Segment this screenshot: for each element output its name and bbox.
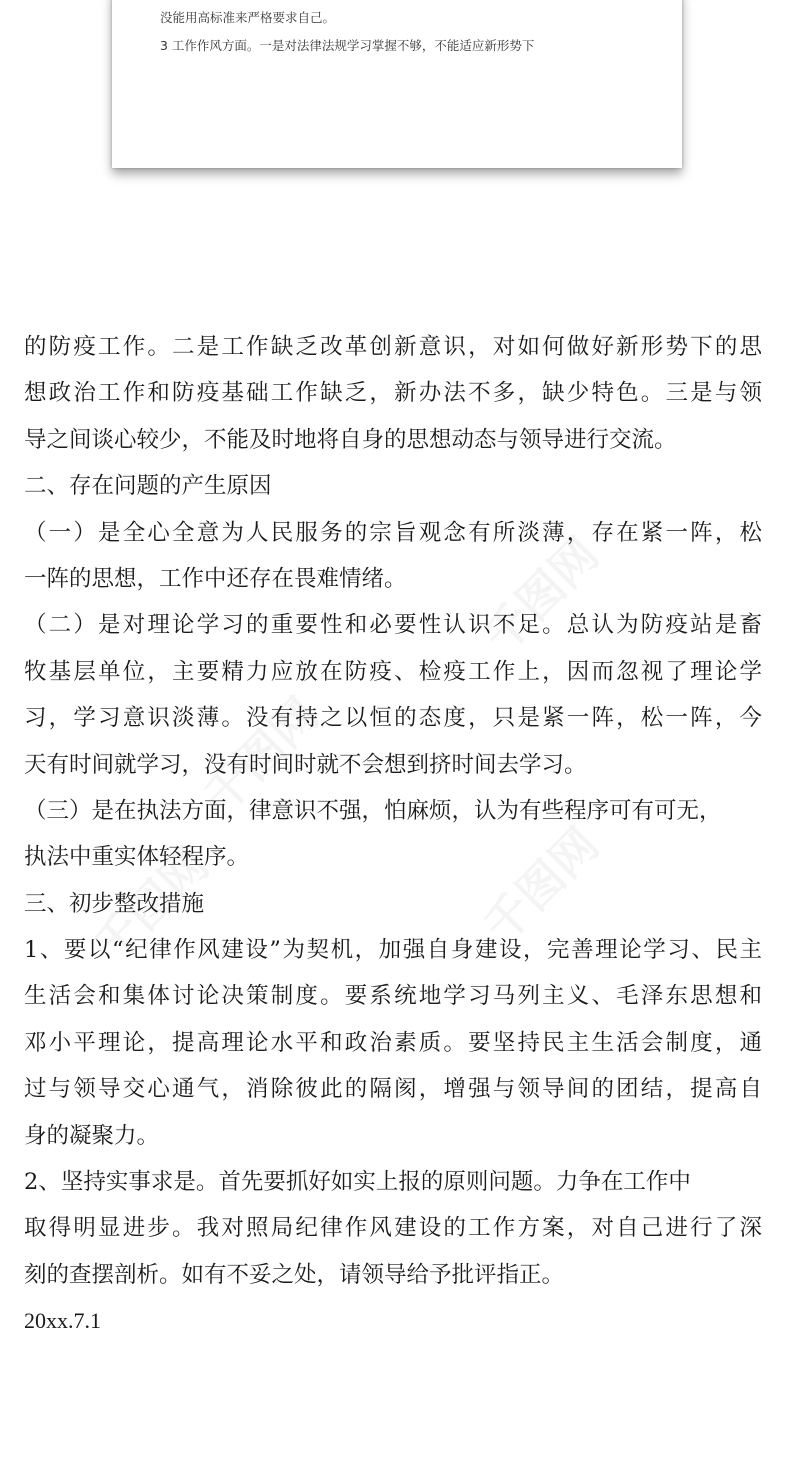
preview-line-1: 没能用高标准来严格要求自己。	[160, 10, 336, 25]
body-line: 想政治工作和防疫基础工作缺乏，新办法不多，缺少特色。三是与领	[24, 380, 762, 407]
body-line: 生活会和集体讨论决策制度。要系统地学习马列主义、毛泽东思想和	[24, 983, 762, 1010]
body-line: 习，学习意识淡薄。没有持之以恒的态度，只是紧一阵，松一阵，今	[24, 705, 762, 732]
body-line: （二）是对理论学习的重要性和必要性认识不足。总认为防疫站是畜	[24, 612, 762, 639]
body-line: 刻的查摆剖析。如有不妥之处，请领导给予批评指正。	[24, 1261, 565, 1288]
body-line: 执法中重实体轻程序。	[24, 844, 250, 871]
body-line: 导之间谈心较少，不能及时地将自身的思想动态与领导进行交流。	[24, 426, 677, 453]
document-page-preview	[112, 0, 682, 168]
body-line: 过与领导交心通气，消除彼此的隔阂，增强与领导间的团结，提高自	[24, 1076, 762, 1103]
body-line: 的防疫工作。二是工作缺乏改革创新意识，对如何做好新形势下的思	[24, 334, 762, 360]
body-line: 牧基层单位，主要精力应放在防疫、检疫工作上，因而忽视了理论学	[24, 658, 762, 685]
section-heading: 二、存在问题的产生原因	[24, 473, 272, 500]
body-line: 1、要以“纪律作风建设”为契机，加强自身建设，完善理论学习、民主	[24, 937, 762, 964]
body-line: （一）是全心全意为人民服务的宗旨观念有所淡薄，存在紧一阵，松	[24, 519, 762, 546]
body-line: （三）是在执法方面，律意识不强，怕麻烦，认为有些程序可有可无，	[24, 797, 722, 824]
document-date: 20xx.7.1	[24, 1308, 101, 1334]
body-line: 天有时间就学习，没有时间时就不会想到挤时间去学习。	[24, 751, 587, 778]
preview-line-2: 3 工作作风方面。一是对法律法规学习掌握不够，不能适应新形势下	[160, 38, 535, 53]
body-line: 取得明显进步。我对照局纪律作风建设的工作方案，对自己进行了深	[24, 1215, 762, 1242]
document-body	[24, 324, 794, 1345]
body-line: 邓小平理论，提高理论水平和政治素质。要坚持民主生活会制度，通	[24, 1029, 762, 1056]
body-line: 一阵的思想，工作中还存在畏难情绪。	[24, 565, 407, 592]
body-line: 2、坚持实事求是。首先要抓好如实上报的原则问题。力争在工作中	[24, 1169, 691, 1196]
section-heading: 三、初步整改措施	[24, 890, 205, 917]
body-line: 身的凝聚力。	[24, 1122, 160, 1149]
